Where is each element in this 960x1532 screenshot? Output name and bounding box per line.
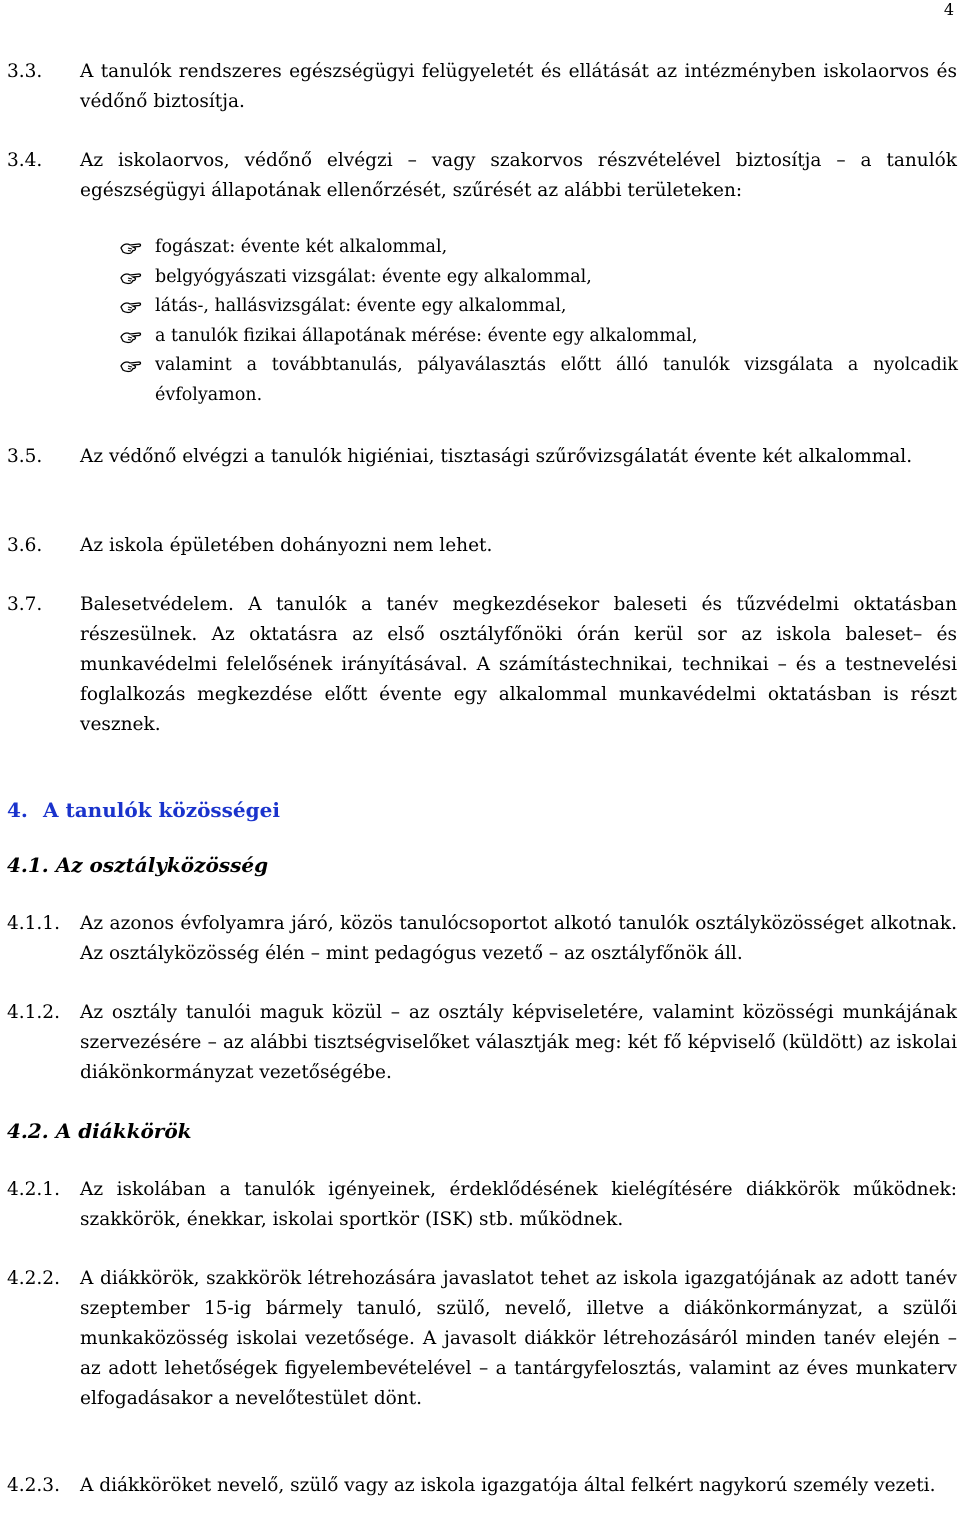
paragraph-text: Az azonos évfolyamra járó, közös tanulócsoportot alkotó tanulók osztályközösséget alkotnak. Az osztályközösség élén – mint pedagógus vezető – az osztályfőnök áll. (80, 913, 957, 964)
paragraph-number: 4.2.3. (7, 1475, 60, 1496)
hand-pointing-icon (120, 239, 142, 255)
paragraph-number: 3.6. (7, 535, 43, 556)
paragraph-text: A tanulók rendszeres egészségügyi felügyeletét és ellátását az intézményben iskolaorvos és védőnő biztosítja. (80, 61, 957, 112)
paragraph-number: 3.5. (7, 446, 43, 467)
paragraph-4-2-1 (7, 1175, 957, 1235)
list-item-text: a tanulók fizikai állapotának mérése: évente egy alkalommal, (155, 325, 698, 346)
hand-pointing-icon (120, 328, 142, 344)
paragraph-text: A diákkörök, szakkörök létrehozására javaslatot tehet az iskola igazgatójának az adott tanév szeptember 15-ig bármely tanuló, szülő, nevelő, illetve a diákönkormányzat, a szülői munkaközösség iskolai vezetősége. A javasolt diákkör létrehozásáról minden tanév elején – az adott lehetőségek figyelembevételével – a tantárgyfelosztás, valamint az éves munkaterv elfogadásakor a nevelőtestület dönt. (80, 1268, 957, 1409)
paragraph-number: 3.3. (7, 61, 43, 82)
paragraph-4-1-2 (7, 998, 957, 1088)
paragraph-text: A diákköröket nevelő, szülő vagy az iskola igazgatója által felkért nagykorú személy vezeti. (80, 1475, 936, 1496)
paragraph-text: Az védőnő elvégzi a tanulók higiéniai, tisztasági szűrővizsgálatát évente két alkalommal. (80, 446, 913, 467)
page-number: 4 (943, 0, 954, 19)
list-item-text: látás-, hallásvizsgálat: évente egy alkalommal, (155, 296, 567, 316)
list-item (120, 322, 958, 352)
paragraph-4-1-1 (7, 909, 957, 969)
paragraph-number: 4.2.1. (7, 1179, 60, 1200)
list-item (120, 351, 958, 410)
list-item (120, 292, 958, 322)
section-title: A tanulók közösségei (43, 798, 280, 822)
list-item-text: fogászat: évente két alkalommal, (155, 237, 448, 257)
paragraph-text: Az iskolaorvos, védőnő elvégzi – vagy szakorvos részvételével biztosítja – a tanulók egészségügyi állapotának ellenőrzését, szűrését az alábbi területeken: (80, 150, 957, 201)
paragraph-3-4 (7, 146, 957, 206)
paragraph-text: Az osztály tanulói maguk közül – az osztály képviseletére, valamint közösségi munkájának szervezésére – az alábbi tisztségviselőket választják meg: két fő képviselő (küldött) az iskolai diákönkormányzat vezetőségébe. (80, 1002, 957, 1083)
paragraph-3-3 (7, 57, 957, 117)
paragraph-number: 3.7. (7, 594, 43, 615)
section-heading-4-2: 4.2. A diákkörök (7, 1119, 192, 1143)
paragraph-text: Az iskolában a tanulók igényeinek, érdeklődésének kielégítésére diákkörök működnek: szakkörök, énekkar, iskolai sportkör (ISK) stb. működnek. (80, 1179, 957, 1230)
paragraph-4-2-3 (7, 1471, 957, 1501)
paragraph-4-2-2 (7, 1264, 957, 1414)
paragraph-number: 3.4. (7, 150, 43, 171)
paragraph-3-5 (7, 442, 957, 472)
paragraph-3-7 (7, 590, 957, 740)
paragraph-text: Balesetvédelem. A tanulók a tanév megkezdésekor baleseti és tűzvédelmi oktatásban részesülnek. Az oktatásra az első osztályfőnöki órán kerül sor az iskola baleset– és munkavédelmi felelősének irányításával. A számítástechnikai, technikai – és a testnevelési foglalkozás megkezdése előtt évente egy alkalommal munkavédelmi oktatásban is részt vesznek. (80, 594, 957, 735)
section-number: 4. (7, 798, 28, 822)
list-item (120, 233, 958, 263)
screening-list (120, 233, 958, 410)
paragraph-3-6 (7, 531, 957, 561)
list-item-text: belgyógyászati vizsgálat: évente egy alkalommal, (155, 266, 592, 287)
hand-pointing-icon (120, 357, 142, 373)
paragraph-number: 4.1.2. (7, 1002, 60, 1023)
section-heading-4-1: 4.1. Az osztályközösség (7, 853, 269, 877)
paragraph-text: Az iskola épületében dohányozni nem lehet. (80, 535, 493, 556)
list-item (120, 263, 958, 293)
hand-pointing-icon (120, 298, 142, 314)
hand-pointing-icon (120, 269, 142, 285)
section-heading-4 (7, 795, 280, 825)
list-item-text: valamint a továbbtanulás, pályaválasztás előtt álló tanulók vizsgálata a nyolcadik évfolyamon. (155, 355, 958, 405)
paragraph-number: 4.2.2. (7, 1268, 60, 1289)
paragraph-number: 4.1.1. (7, 913, 60, 934)
